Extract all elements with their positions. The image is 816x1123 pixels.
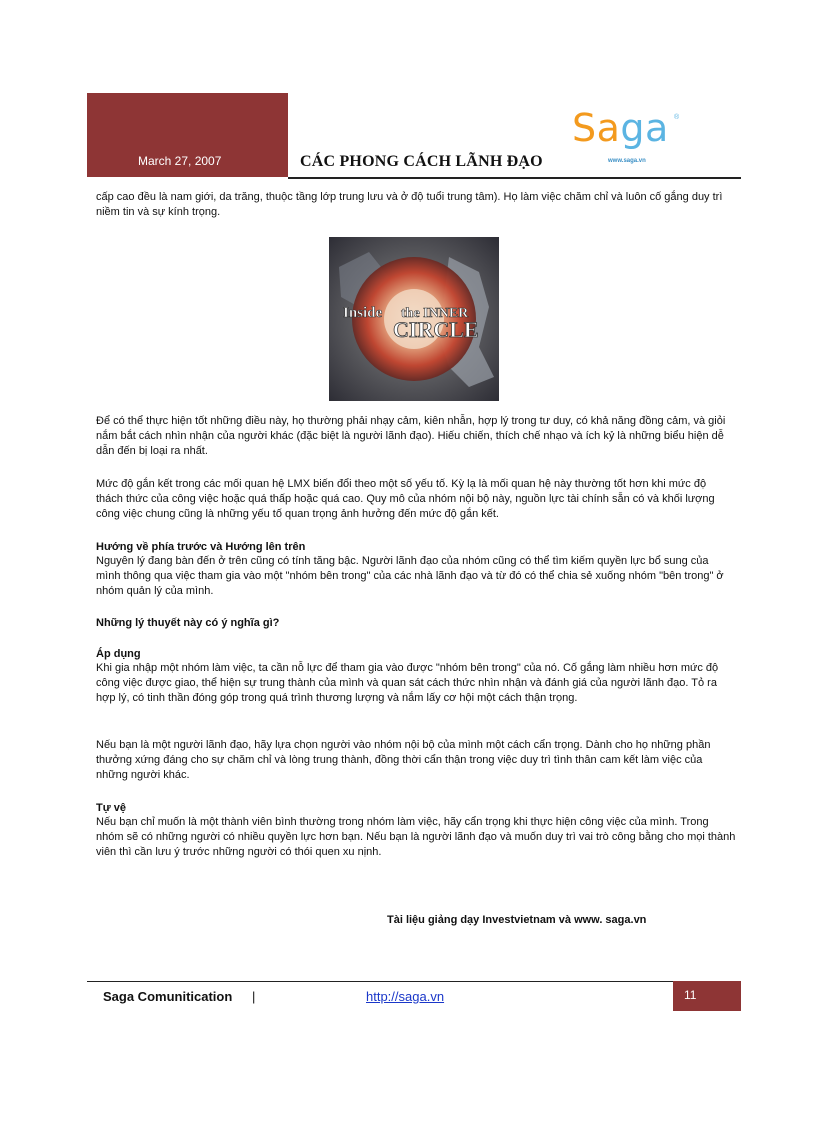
intro-paragraph: cấp cao đều là nam giới, da trăng, thuộc tầng lớp trung lưu và ở độ tuổi trung tâm). Họ làm việc chăm chỉ và luôn cố gắng duy trì niềm tin và sự kính trọng. [96, 191, 723, 218]
section-heading-self-defense: Tự vệ [96, 802, 126, 814]
paragraph-1: Để có thể thực hiện tốt những điều này, họ thường phải nhạy cảm, kiên nhẫn, hợp lý trong tư duy, có khả năng đồng cảm, và giỏi nắm bắt cách nhìn nhận của người khác (đặc biệt là người lãnh đạo). Hiếu chiến, thích chế nhạo và ích kỷ là những biểu hiện dễ dẫn đến bị loại ra nhất. [96, 415, 726, 457]
paragraph-6: Nếu bạn chỉ muốn là một thành viên bình thường trong nhóm làm việc, hãy cẩn trọng khi thực hiện công việc của mình. Trong nhóm sẽ có những người có nhiều quyền lực hơn bạn. Nếu bạn là người lãnh đạo và muốn duy trì vai trò công bằng cho mọi thành viên thì cần lưu ý trước những người có thói quen xu nịnh. [96, 816, 736, 858]
figure-text-inside: Inside [343, 305, 383, 321]
section-heading-apply: Áp dụng [96, 648, 141, 660]
footer-divider [87, 981, 673, 982]
footer-link[interactable]: http://saga.vn [366, 989, 445, 1004]
inner-circle-image [329, 237, 499, 401]
footer-company: Saga Comunitication [103, 989, 233, 1004]
paragraph-3: Nguyên lý đang bàn đến ở trên cũng có tính tăng bậc. Người lãnh đạo của nhóm cũng có thể tìm kiếm quyền lực bổ sung của mình thông qua việc tham gia vào một "nhóm bên trong" của các nhà lãnh đạo và từ đó có thể chia sẻ xuống nhóm "bên trong" ở nhóm quản lý của mình. [96, 555, 724, 597]
header-divider [288, 177, 741, 179]
saga-logo-word: Saga [572, 106, 669, 150]
section-heading-forward-upward: Hướng về phía trước và Hướng lên trên [96, 541, 306, 553]
figure-text-inner: the INNER [401, 306, 469, 321]
saga-logo[interactable] [572, 108, 682, 168]
registered-mark: ® [674, 114, 680, 121]
logo-url: www.saga.vn [608, 158, 646, 164]
section-heading-meaning: Những lý thuyết này có ý nghĩa gì? [96, 617, 280, 629]
paragraph-2: Mức độ gắn kết trong các mối quan hệ LMX biến đổi theo một số yếu tố. Kỳ lạ là mối quan hệ này thường tốt hơn khi mức độ thách thức của công việc hoặc quá thấp hoặc quá cao. Quy mô của nhóm nội bộ này, nguồn lực tài chính sẵn có và khối lượng công việc chung cũng là những yếu tố quan trọng ảnh hưởng đến mức độ gắn kết. [96, 478, 715, 520]
credit-line: Tài liệu giảng dạy Investvietnam và www. saga.vn [387, 914, 647, 926]
paragraph-5: Nếu bạn là một người lãnh đạo, hãy lựa chọn người vào nhóm nội bộ của mình một cách cẩn trọng. Dành cho họ những phần thưởng xứng đáng cho sự chăm chỉ và lòng trung thành, đồng thời cẩn thận trong việc duy trì tình thân cam kết làm việc của những người khác. [96, 739, 711, 781]
footer-separator: | [252, 989, 256, 1004]
paragraph-4: Khi gia nhập một nhóm làm việc, ta cần nỗ lực để tham gia vào được "nhóm bên trong" của nó. Cố gắng làm nhiều hơn mức độ công việc được giao, thể hiện sự trung thành của mình và quan sát cách thức nhìn nhận và đánh giá của người lãnh đạo. Tỏ ra hợp lý, có tinh thần đóng góp trong quá trình thương lượng và nắm lấy cơ hội một cách thận trọng. [96, 662, 719, 704]
page-title: CÁC PHONG CÁCH LÃNH ĐẠO [300, 153, 543, 170]
page-number: 11 [684, 988, 697, 1002]
header-date: March 27, 2007 [138, 154, 222, 168]
figure-text-circle: CIRCLE [393, 317, 479, 342]
